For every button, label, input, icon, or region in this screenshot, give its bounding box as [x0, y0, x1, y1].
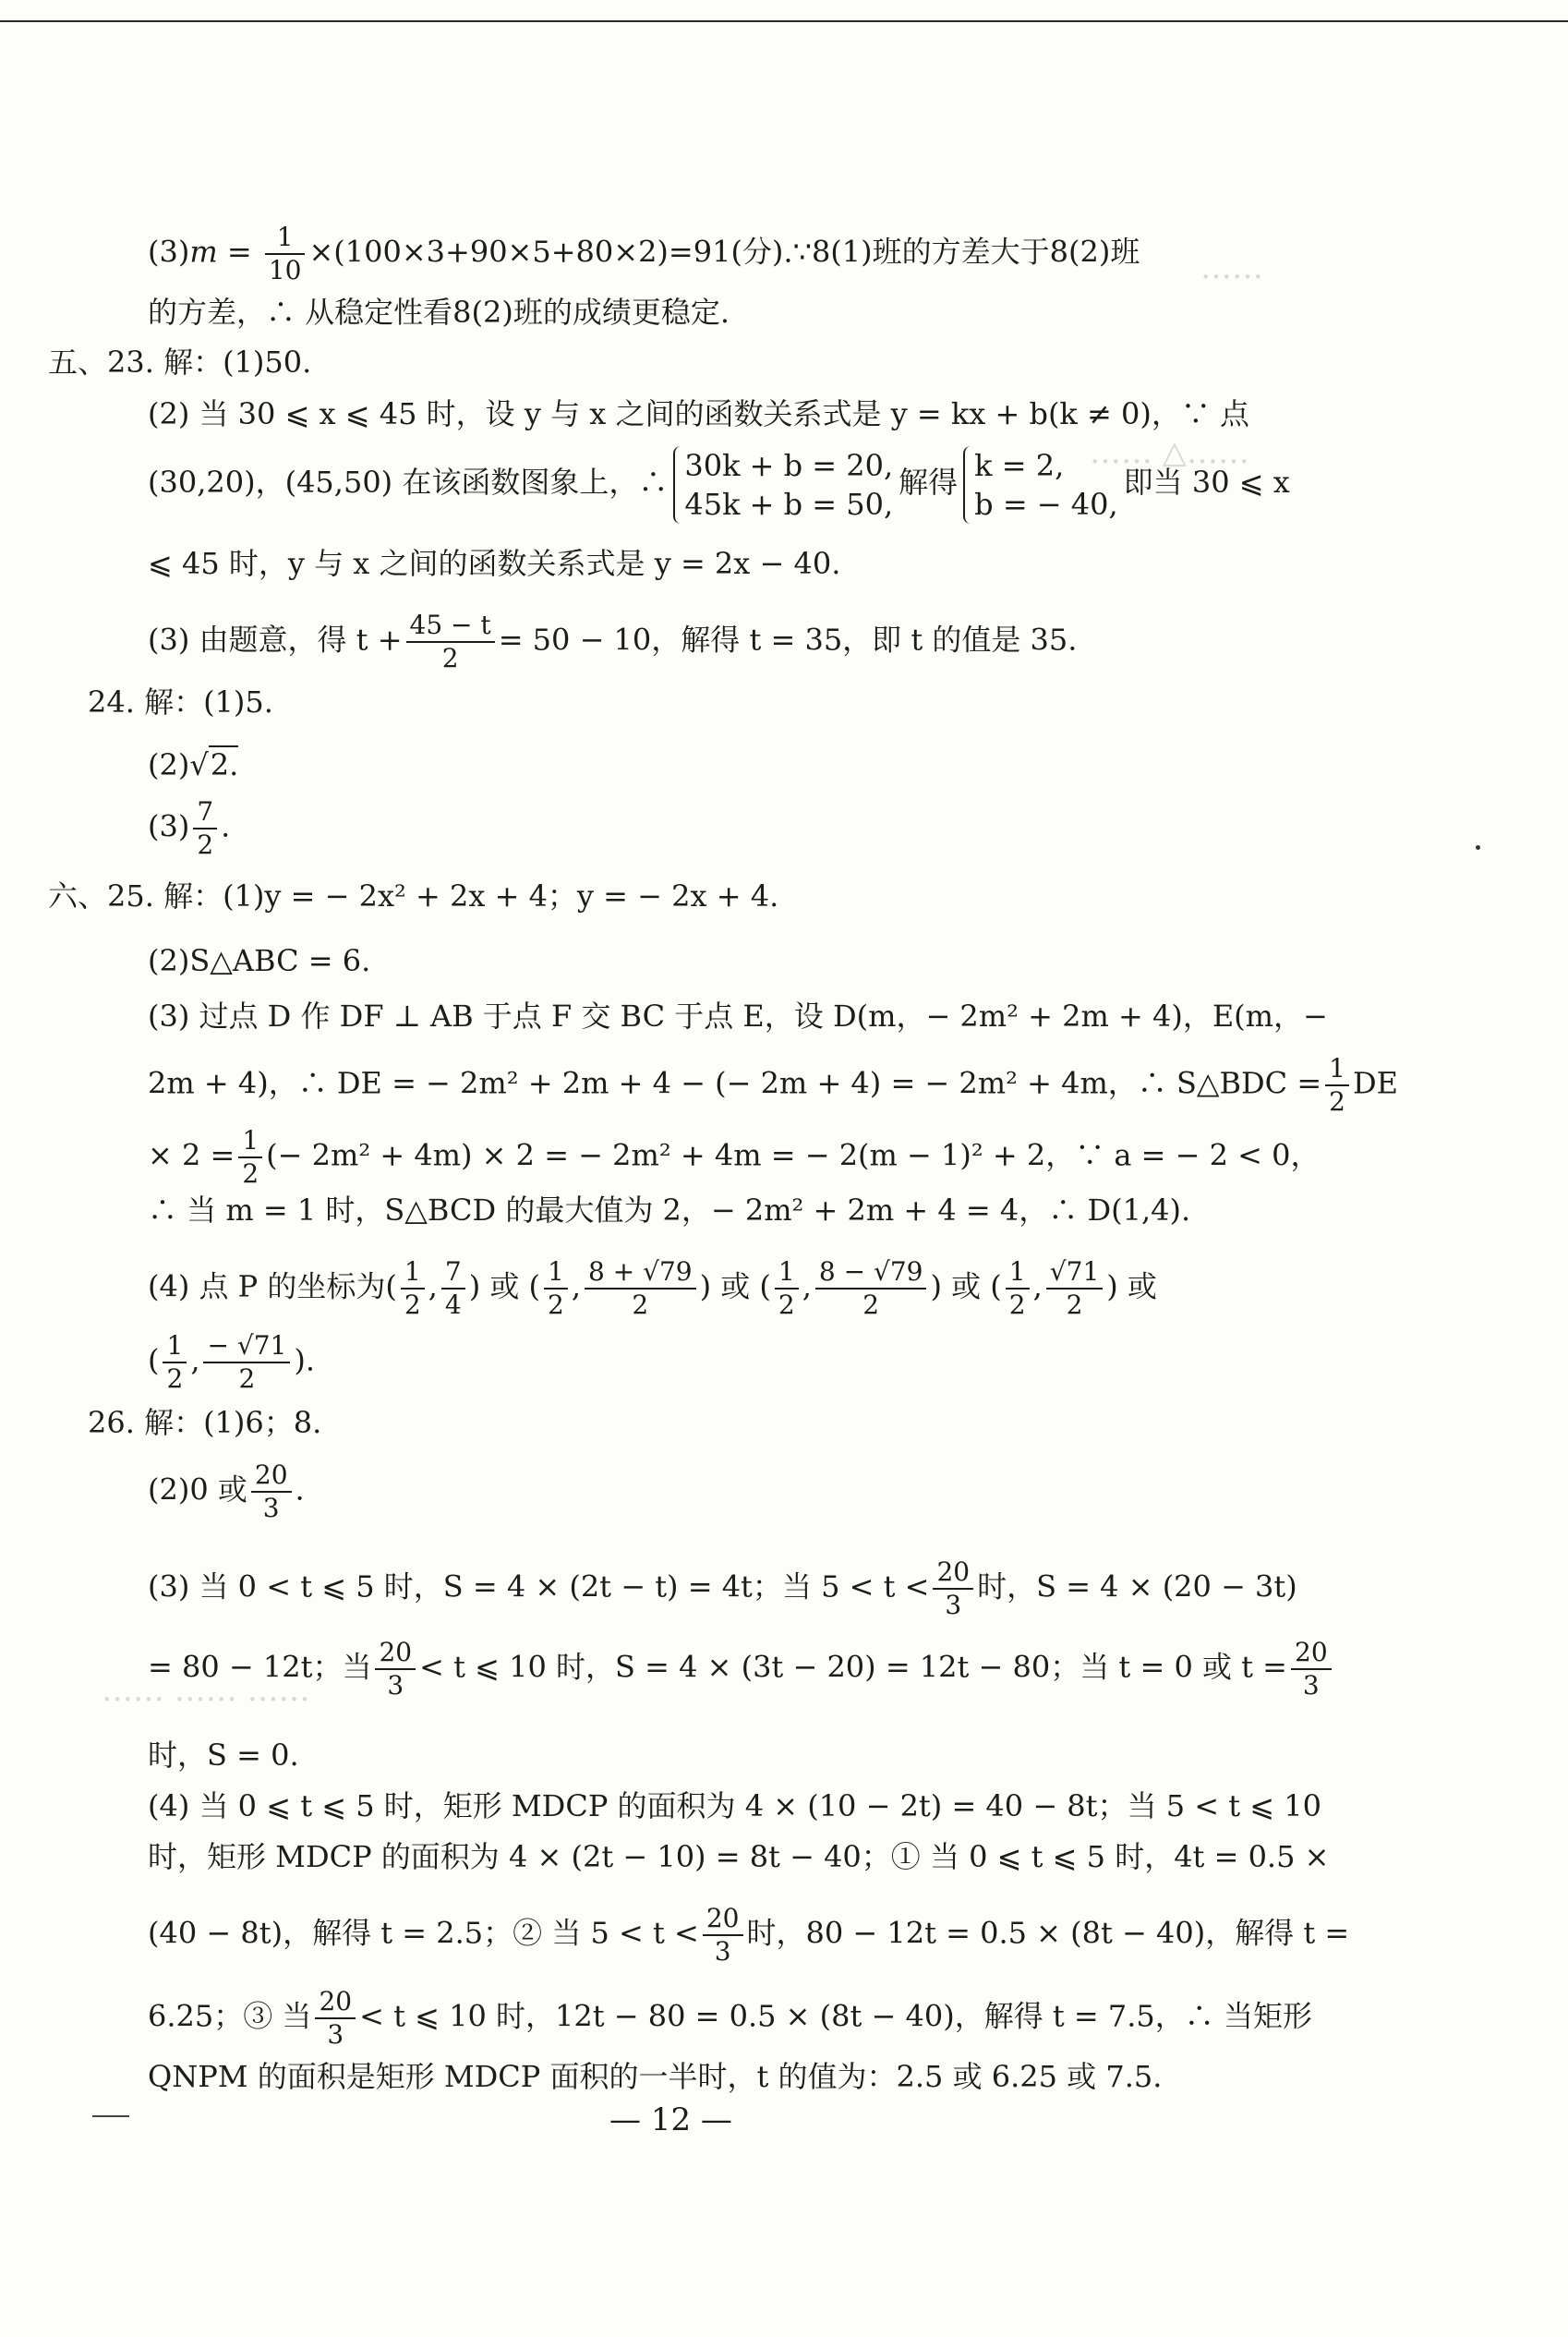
answer-26-3-line2 [148, 1637, 1335, 1701]
numerator: 20 [375, 1637, 416, 1670]
equation: 45k + b = 50, [684, 486, 894, 522]
denominator: 2 [1329, 1086, 1345, 1117]
fraction [775, 1256, 799, 1321]
fraction [703, 1903, 743, 1968]
text: ×(100×3+90×5+80×2)=91(分).∵8(1)班的方差大于8(2)班 [308, 234, 1140, 270]
text: (4) 点 P 的坐标为( [148, 1268, 397, 1304]
denominator: 2 [1008, 1290, 1026, 1320]
fraction [1325, 1053, 1349, 1118]
fraction [585, 1256, 696, 1321]
numerator: 1 [1325, 1053, 1349, 1086]
text: (2) [148, 747, 190, 782]
numerator: 20 [933, 1556, 973, 1590]
scan-speck [1476, 845, 1480, 850]
answer-26-4-line1: (4) 当 0 ⩽ t ⩽ 5 时，矩形 MDCP 的面积为 4 × (10 − 2t) = 40 − 8t；当 5 < t ⩽ 10 [148, 1788, 1321, 1823]
answer-26-3-line1 [148, 1556, 1297, 1621]
denominator: 2 [197, 829, 214, 860]
bleed-through-text: …… [1200, 249, 1263, 286]
fraction [251, 1459, 292, 1524]
answer-26-4-line5: QNPM 的面积是矩形 MDCP 面积的一半时，t 的值为：2.5 或 6.25 或 7.5. [148, 2059, 1163, 2094]
fraction [933, 1556, 973, 1621]
numerator: 20 [703, 1903, 743, 1936]
denominator: 2 [1066, 1290, 1083, 1320]
numerator: − √71 [203, 1330, 290, 1363]
numerator: 20 [1291, 1637, 1332, 1670]
numerator: 1 [265, 222, 306, 255]
answer-25-2: (2)S△ABC = 6. [148, 943, 371, 978]
bleed-through-text: …… …… …… [102, 1672, 310, 1709]
text: = 50 − 10，解得 t = 35，即 t 的值是 35. [498, 622, 1078, 658]
numerator: 7 [193, 796, 217, 829]
answer-26-4-line4 [148, 1986, 1312, 2051]
denominator: 4 [444, 1290, 462, 1320]
fraction [815, 1256, 927, 1321]
answer-25-3-line3 [148, 1125, 1321, 1190]
numerator: 1 [775, 1256, 799, 1290]
answer-24-3: (3) $\frac{7}{2}$ . [148, 796, 231, 860]
answer-22-3-line2: 的方差，∴ 从稳定性看8(2)班的成绩更稳定. [148, 295, 730, 330]
text: 2m + 4)，∴ DE = − 2m² + 2m + 4 − (− 2m + 4) = − 2m² + 4m，∴ S△BDC = [148, 1065, 1322, 1101]
numerator: 1 [163, 1330, 187, 1363]
fraction [1046, 1256, 1103, 1321]
answer-25-3-line2 [148, 1053, 1398, 1118]
text: (3) 当 0 < t ⩽ 5 时，S = 4 × (2t − t) = 4t；当 5 < t < [148, 1568, 930, 1604]
numerator: 1 [544, 1256, 568, 1290]
fraction [544, 1256, 568, 1321]
answer-23-2-line1: (2) 当 30 ⩽ x ⩽ 45 时，设 y 与 x 之间的函数关系式是 y = kx + b(k ≠ 0)，∵ 点 [148, 396, 1249, 431]
answer-22-3-line1 [148, 222, 1140, 286]
denominator: 2 [441, 643, 459, 673]
text: < t ⩽ 10 时，12t − 80 = 0.5 × (8t − 40)，解得 t = 7.5，∴ 当矩形 [359, 1998, 1312, 2034]
text: 时，S = 4 × (20 − 3t) [977, 1568, 1297, 1604]
answer-26-4-line2: 时，矩形 MDCP 的面积为 4 × (2t − 10) = 8t − 40；① 当 0 ⩽ t ⩽ 5 时，4t = 0.5 × [148, 1839, 1330, 1874]
equation: k = 2, [974, 447, 1065, 483]
fraction [265, 222, 306, 286]
numerator: 1 [238, 1125, 262, 1158]
fraction [1006, 1256, 1030, 1321]
equation: b = − 40, [974, 486, 1118, 522]
answer-25-3-line4: ∴ 当 m = 1 时，S△BCD 的最大值为 2，− 2m² + 2m + 4 = 4，∴ D(1,4). [148, 1193, 1191, 1228]
denominator: 3 [714, 1936, 731, 1967]
denominator: 2 [632, 1290, 649, 1320]
denominator: 3 [327, 2019, 344, 2050]
fraction [1291, 1637, 1332, 1701]
answer-23-3 [148, 610, 1077, 674]
fraction [401, 1256, 425, 1321]
denominator: 3 [262, 1493, 280, 1523]
numerator: 1 [401, 1256, 425, 1290]
text: DE [1352, 1065, 1398, 1101]
numerator: 45 − t [406, 610, 495, 643]
equation-system [673, 446, 893, 524]
answer-26-3-line3: 时，S = 0. [148, 1738, 299, 1773]
text: (− 2m² + 4m) × 2 = − 2m² + 4m = − 2(m − 1)² + 2，∵ a = − 2 < 0， [266, 1137, 1321, 1173]
equation: 30k + b = 20, [684, 447, 894, 483]
text: (30,20)，(45,50) 在该函数图象上，∴ [148, 465, 669, 500]
bleed-through-text: …… △…… [1090, 434, 1249, 471]
text: (3) [148, 234, 190, 270]
answer-25-4-line2: ( $\frac{1}{2}$ , $\frac{- √71}{2}$ ). [148, 1330, 315, 1394]
text: 解得 [899, 465, 959, 500]
fraction [163, 1330, 187, 1395]
denominator: 2 [778, 1290, 795, 1320]
numerator: 20 [315, 1986, 356, 2019]
text: 6.25；③ 当 [148, 1998, 312, 2034]
denominator: 3 [387, 1670, 404, 1701]
numerator: 20 [251, 1459, 292, 1493]
denominator: 2 [166, 1363, 184, 1394]
answer-26-1: 26. 解：(1)6；8. [88, 1405, 322, 1440]
fraction [406, 610, 495, 674]
answer-25-4-line1: (4) 点 P 的坐标为( $\frac{1}{2}$ , $\frac{7}{4}$ ) 或 ( $\frac{1}{2}$ , $\frac{8 + √79}{2}$ ) 或 ( $\frac{1}{2}$ , $\frac{8 - √79}{2}$ ) 或 ( $\frac{1}{2}$ , $\frac{√71}{2}$ ) 或 [148, 1256, 1157, 1320]
fraction [193, 796, 217, 861]
page-number: — 12 — [609, 2101, 732, 2138]
answer-24-2: (2)√2. [148, 747, 239, 782]
text: m [189, 234, 218, 270]
denominator: 2 [862, 1290, 880, 1320]
denominator: 3 [1302, 1670, 1320, 1701]
text: < t ⩽ 10 时，S = 4 × (3t − 20) = 12t − 80；当 t = 0 或 t = [419, 1649, 1287, 1685]
sqrt-value: 2. [210, 747, 239, 782]
text: (3) 由题意，得 t + [148, 622, 403, 658]
denominator: 2 [238, 1363, 256, 1394]
text: (2)0 或 [148, 1471, 247, 1508]
numerator: 8 − √79 [815, 1256, 927, 1290]
margin-mark [92, 2115, 129, 2117]
text: = 80 − 12t；当 [148, 1649, 372, 1685]
answer-24-1: 24. 解：(1)5. [88, 684, 273, 720]
denominator: 2 [548, 1290, 564, 1320]
answer-23-heading: 五、23. 解：(1)50. [48, 345, 312, 380]
answer-23-2-line2 [148, 443, 1290, 524]
numerator: 8 + √79 [585, 1256, 696, 1290]
numerator: √71 [1046, 1256, 1103, 1290]
text: (40 − 8t)，解得 t = 2.5；② 当 5 < t < [148, 1915, 699, 1951]
answer-23-2-line3: ⩽ 45 时，y 与 x 之间的函数关系式是 y = 2x − 40. [148, 546, 841, 581]
fraction [203, 1330, 290, 1395]
fraction [238, 1125, 262, 1190]
equation-system [963, 446, 1118, 524]
answer-26-2: (2)0 或 $\frac{20}{3}$ . [148, 1459, 305, 1523]
numerator: 7 [441, 1256, 465, 1290]
fraction [315, 1986, 356, 2051]
text: × 2 = [148, 1137, 235, 1173]
denominator: 2 [242, 1158, 259, 1189]
denominator: 3 [945, 1590, 962, 1620]
text: 即当 30 ⩽ x [1123, 465, 1290, 500]
denominator: 2 [404, 1290, 421, 1320]
numerator: 1 [1006, 1256, 1030, 1290]
answer-26-4-line3 [148, 1903, 1349, 1968]
denominator: 10 [268, 255, 302, 285]
fraction [441, 1256, 465, 1321]
answer-25-1: 六、25. 解：(1)y = − 2x² + 2x + 4；y = − 2x + 4. [48, 878, 779, 914]
fraction [375, 1637, 416, 1701]
text: (3) [148, 808, 190, 844]
text: 时，80 − 12t = 0.5 × (8t − 40)，解得 t = [746, 1915, 1350, 1951]
text: = [217, 234, 261, 270]
answer-25-3-line1: (3) 过点 D 作 DF ⊥ AB 于点 F 交 BC 于点 E，设 D(m，− 2m² + 2m + 4)，E(m，− [148, 999, 1328, 1034]
